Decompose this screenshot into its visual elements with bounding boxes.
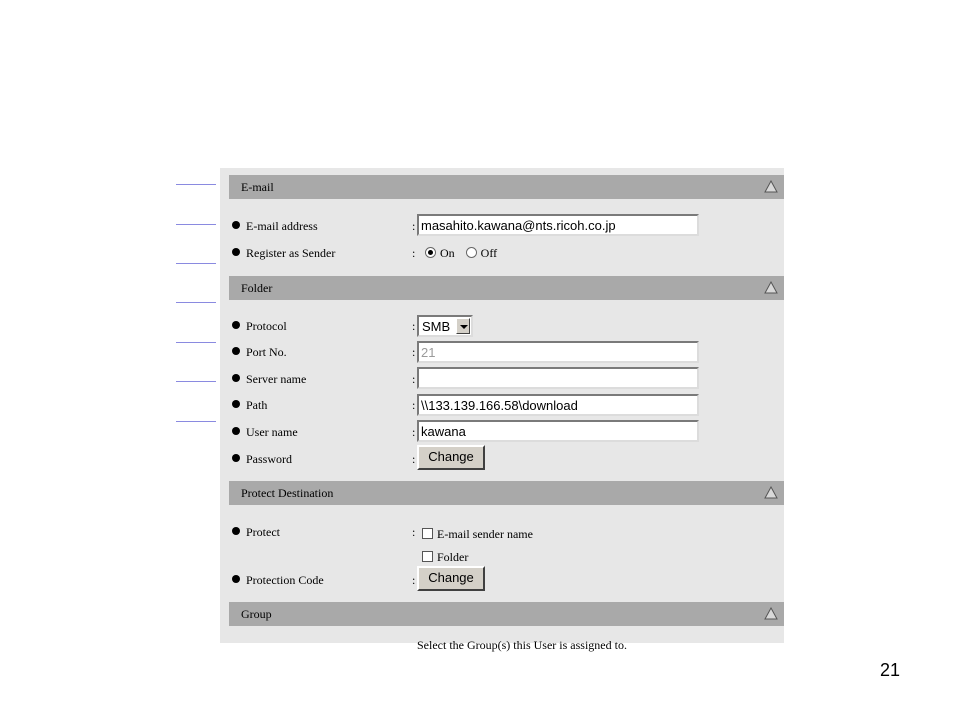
triangle-up-icon[interactable] [764,180,778,193]
colon: : [412,525,416,539]
password-change-button[interactable]: Change [417,445,485,470]
triangle-up-icon[interactable] [764,486,778,499]
bullet-icon [232,221,240,229]
register-sender-label: Register as Sender [232,246,335,261]
bullet-icon [232,454,240,462]
protect-label: Protect [232,525,280,540]
password-label: Password [232,452,292,467]
protect-email-option [422,527,533,542]
colon: : [412,372,416,386]
colon: : [412,398,416,412]
protection-code-label: Protection Code [232,573,324,588]
email-section-title: E-mail [241,180,274,194]
callout-line [176,184,216,185]
colon: : [412,246,416,260]
protect-folder-checkbox[interactable] [422,551,433,562]
path-label: Path [232,398,267,413]
bullet-icon [232,527,240,535]
user-name-label: User name [232,425,298,440]
folder-section-header[interactable] [229,276,784,300]
callout-line [176,224,216,225]
protocol-label: Protocol [232,319,287,334]
bullet-icon [232,347,240,355]
callout-line [176,302,216,303]
sender-on-label: On [440,246,455,260]
triangle-up-icon[interactable] [764,607,778,620]
protect-email-sender-label: E-mail sender name [437,527,533,541]
protect-section-title: Protect Destination [241,486,334,500]
sender-off-label: Off [480,246,498,260]
folder-section-title: Folder [241,281,273,295]
bullet-icon [232,427,240,435]
server-name-label: Server name [232,372,306,387]
protocol-select[interactable] [417,315,473,337]
group-section-header[interactable] [229,602,784,626]
port-input[interactable] [417,341,699,363]
path-input[interactable] [417,394,699,416]
colon: : [412,219,416,233]
email-address-input[interactable] [417,214,699,236]
bullet-icon [232,321,240,329]
email-address-label: E-mail address [232,219,318,234]
bullet-icon [232,374,240,382]
protect-email-sender-checkbox[interactable] [422,528,433,539]
bullet-icon [232,575,240,583]
callout-line [176,421,216,422]
sender-on-radio[interactable] [425,247,436,258]
callout-line [176,263,216,264]
protection-code-change-button[interactable]: Change [417,566,485,591]
callout-line [176,342,216,343]
group-description: Select the Group(s) this User is assigned to. [417,638,627,652]
chevron-down-icon[interactable] [456,318,470,334]
protect-folder-label: Folder [437,550,469,564]
triangle-up-icon[interactable] [764,281,778,294]
email-section-header[interactable] [229,175,784,199]
settings-panel [220,168,784,652]
user-name-input[interactable] [417,420,699,442]
callout-line [176,381,216,382]
port-label: Port No. [232,345,287,360]
page-number: 21 [880,660,901,680]
sender-radio-group [425,246,497,261]
colon: : [412,319,416,333]
bullet-icon [232,248,240,256]
colon: : [412,425,416,439]
protect-folder-option [422,550,468,565]
protect-section-header[interactable] [229,481,784,505]
bullet-icon [232,400,240,408]
colon: : [412,345,416,359]
protocol-select-value: SMB [422,319,451,334]
colon: : [412,452,416,466]
group-section-title: Group [241,607,272,621]
colon: : [412,573,416,587]
server-name-input[interactable] [417,367,699,389]
sender-off-radio[interactable] [466,247,477,258]
